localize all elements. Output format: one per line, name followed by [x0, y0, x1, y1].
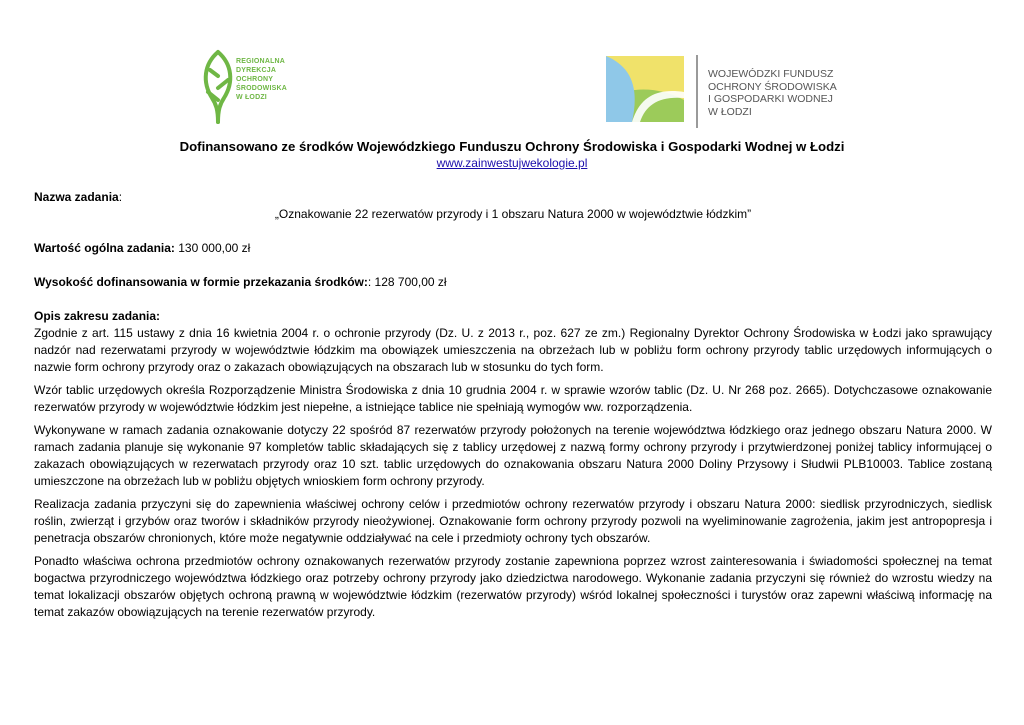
- task-description: [34, 189, 992, 621]
- cofinance-amount: : 128 700,00 zł: [367, 275, 447, 289]
- website-link-wrapper: [0, 156, 1024, 170]
- wfos-line: WOJEWÓDZKI FUNDUSZ: [708, 68, 834, 80]
- scope-paragraph: Ponadto właściwa ochrona przedmiotów ochrony oznakowanych rezerwatów przyrody zostanie zapewniona poprzez wzrost zainteresowania i świadomości społecznej na temat bogactwa przyrodniczego województwa łódzkiego oraz potrzeby ochrony przyrody jako dziedzictwa narodowego. Wykonanie zadania przyczyni się również do wzrostu wiedzy na temat lokalizacji obszarów objętych ochroną prawną w województwie łódzkim (rezerwatów przyrody) wśród lokalnej społeczności i turystów oraz zapewni właściwą informację na temat zakazów obowiązujących na terenie rezerwatów przyrody.: [34, 554, 992, 619]
- rdos-line: W ŁODZI: [236, 94, 267, 101]
- wfos-logo-text: [708, 68, 837, 118]
- total-value-label: Wartość ogólna zadania:: [34, 241, 175, 255]
- rdos-line: DYREKCJA: [236, 67, 277, 74]
- scope-paragraph: Wykonywane w ramach zadania oznakowanie dotyczy 22 spośród 87 rezerwatów przyrody położonych na terenie województwa łódzkiego oraz jednego obszaru Natura 2000. W ramach zadania planuje się wykonanie 97 kompletów tablic składających się z tablicy urzędowej z nazwą formy ochrony przyrody i przytwierdzonej poniżej tablicy informującej o zakazach obowiązujących w rezerwatach przyrody oraz 10 szt. tablic urzędowych do oznakowania obszaru Natura 2000 Doliny Przysowy i Słudwii PLB10003. Tablice zostaną umieszczone na obrzeżach lub w pobliżu objętych wnioskiem form ochrony przyrody.: [34, 423, 992, 488]
- wfos-line: OCHRONY ŚRODOWISKA: [708, 80, 837, 93]
- task-name-colon: :: [118, 190, 123, 204]
- task-name-value: „Oznakowanie 22 rezerwatów przyrody i 1 obszaru Natura 2000 w województwie łódzkim”: [274, 207, 752, 221]
- website-link[interactable]: www.zainwestujwekologie.pl: [436, 156, 588, 170]
- scope-paragraph: Wzór tablic urzędowych określa Rozporządzenie Ministra Środowiska z dnia 10 grudnia 2004 r. w sprawie wzorów tablic (Dz. U. Nr 268 poz. 2665). Dotychczasowe oznakowanie rezerwatów przyrody w województwie łódzkim jest niepełne, a istniejące tablice nie spełniają wymogów ww. rozporządzenia.: [34, 383, 992, 414]
- total-value-row: [34, 240, 992, 257]
- rdos-line: REGIONALNA: [236, 58, 286, 65]
- cofinance-row: [34, 274, 992, 291]
- scope-paragraph: Zgodnie z art. 115 ustawy z dnia 16 kwietnia 2004 r. o ochronie przyrody (Dz. U. z 2013 r., poz. 627 ze zm.) Regionalny Dyrektor Ochrony Środowiska w Łodzi jako sprawujący nadzór nad rezerwatami przyrody w województwie łódzkim ma obowiązek umieszczenia na obrzeżach lub w pobliżu form ochrony przyrody tablic urzędowych informujących o nazwie form ochrony przyrody oraz o zakazach obowiązujących na obszarach lub w stosunku do tych form.: [34, 326, 992, 374]
- rdos-logo-text: [236, 57, 287, 102]
- total-value-amount: 130 000,00 zł: [174, 241, 251, 255]
- task-name-label: Nazwa zadania: [34, 190, 119, 204]
- task-name-row: [34, 189, 992, 206]
- scope-label: Opis zakresu zadania:: [34, 309, 161, 323]
- scope-paragraph: Realizacja zadania przyczyni się do zapewnienia właściwej ochrony celów i przedmiotów ochrony rezerwatów przyrody i obszaru Natura 2000: siedlisk przyrodniczych, siedlisk roślin, zwierząt i grzybów oraz tworów i składników przyrody nieożywionej. Oznakowanie form ochrony przyrody pozwoli na wyeliminowanie zagrożenia, jakim jest antropopresja i penetracja obszarów chronionych, które może negatywnie oddziaływać na cele i przedmioty ochrony tych obszarów.: [34, 497, 992, 545]
- funding-title: Dofinansowano ze środków Wojewódzkiego Funduszu Ochrony Środowiska i Gospodarki Wodnej w Łodzi: [179, 139, 845, 154]
- logo-divider: [696, 55, 698, 128]
- wfos-line: I GOSPODARKI WODNEJ: [708, 93, 833, 105]
- rdos-line: OCHRONY: [236, 76, 274, 83]
- wfos-logo-mark: [606, 56, 684, 122]
- wfos-line: W ŁODZI: [708, 105, 752, 118]
- logo-bar: [0, 0, 1024, 135]
- cofinance-label: Wysokość dofinansowania w formie przekazania środków:: [34, 275, 368, 289]
- rdos-line: ŚRODOWISKA: [236, 85, 287, 92]
